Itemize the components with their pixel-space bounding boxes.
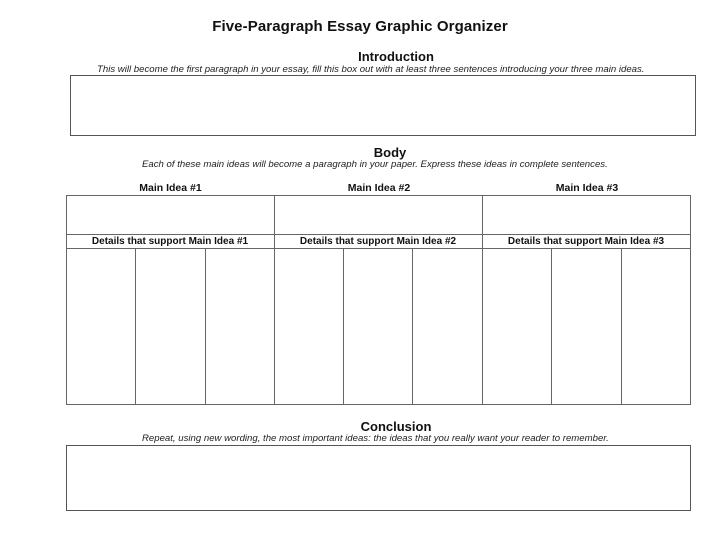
- introduction-instructions: This will become the first paragraph in your essay, fill this box out with at least three sentences introducing your three main ideas.: [97, 64, 645, 75]
- body-heading: Body: [373, 145, 407, 160]
- main-idea-1-label: Main Idea #1: [139, 182, 202, 194]
- main-idea-3-box[interactable]: [483, 196, 689, 233]
- body-instructions: Each of these main ideas will become a paragraph in your paper. Express these ideas in complete sentences.: [142, 159, 608, 170]
- main-idea-3-label: Main Idea #3: [555, 182, 619, 194]
- details-2-label: Details that support Main Idea #2: [299, 236, 457, 247]
- details-2-sub-separator-b: [412, 248, 413, 404]
- grid-bottom-line: [66, 404, 691, 405]
- details-1-label: Details that support Main Idea #1: [91, 236, 249, 247]
- details-2-sub-separator-a: [343, 248, 344, 404]
- conclusion-instructions: Repeat, using new wording, the most important ideas: the ideas that you really want your reader to remember.: [142, 433, 609, 444]
- grid-details-header-line: [66, 248, 691, 249]
- conclusion-box[interactable]: [66, 445, 691, 511]
- details-3-label: Details that support Main Idea #3: [507, 236, 665, 247]
- introduction-heading: Introduction: [358, 49, 434, 64]
- details-3-sub-separator-b: [621, 248, 622, 404]
- main-idea-2-label: Main Idea #2: [347, 182, 411, 194]
- conclusion-heading: Conclusion: [360, 419, 432, 434]
- details-1-sub-separator-b: [205, 248, 206, 404]
- details-1-sub-separator-a: [135, 248, 136, 404]
- grid-main-idea-bottom-line: [66, 234, 691, 235]
- introduction-box[interactable]: [70, 75, 696, 136]
- page-title: Five-Paragraph Essay Graphic Organizer: [212, 18, 508, 35]
- body-grid: [66, 195, 691, 405]
- main-idea-2-box[interactable]: [275, 196, 481, 233]
- main-idea-1-box[interactable]: [67, 196, 273, 233]
- grid-right-border: [690, 195, 691, 405]
- details-3-sub-separator-a: [551, 248, 552, 404]
